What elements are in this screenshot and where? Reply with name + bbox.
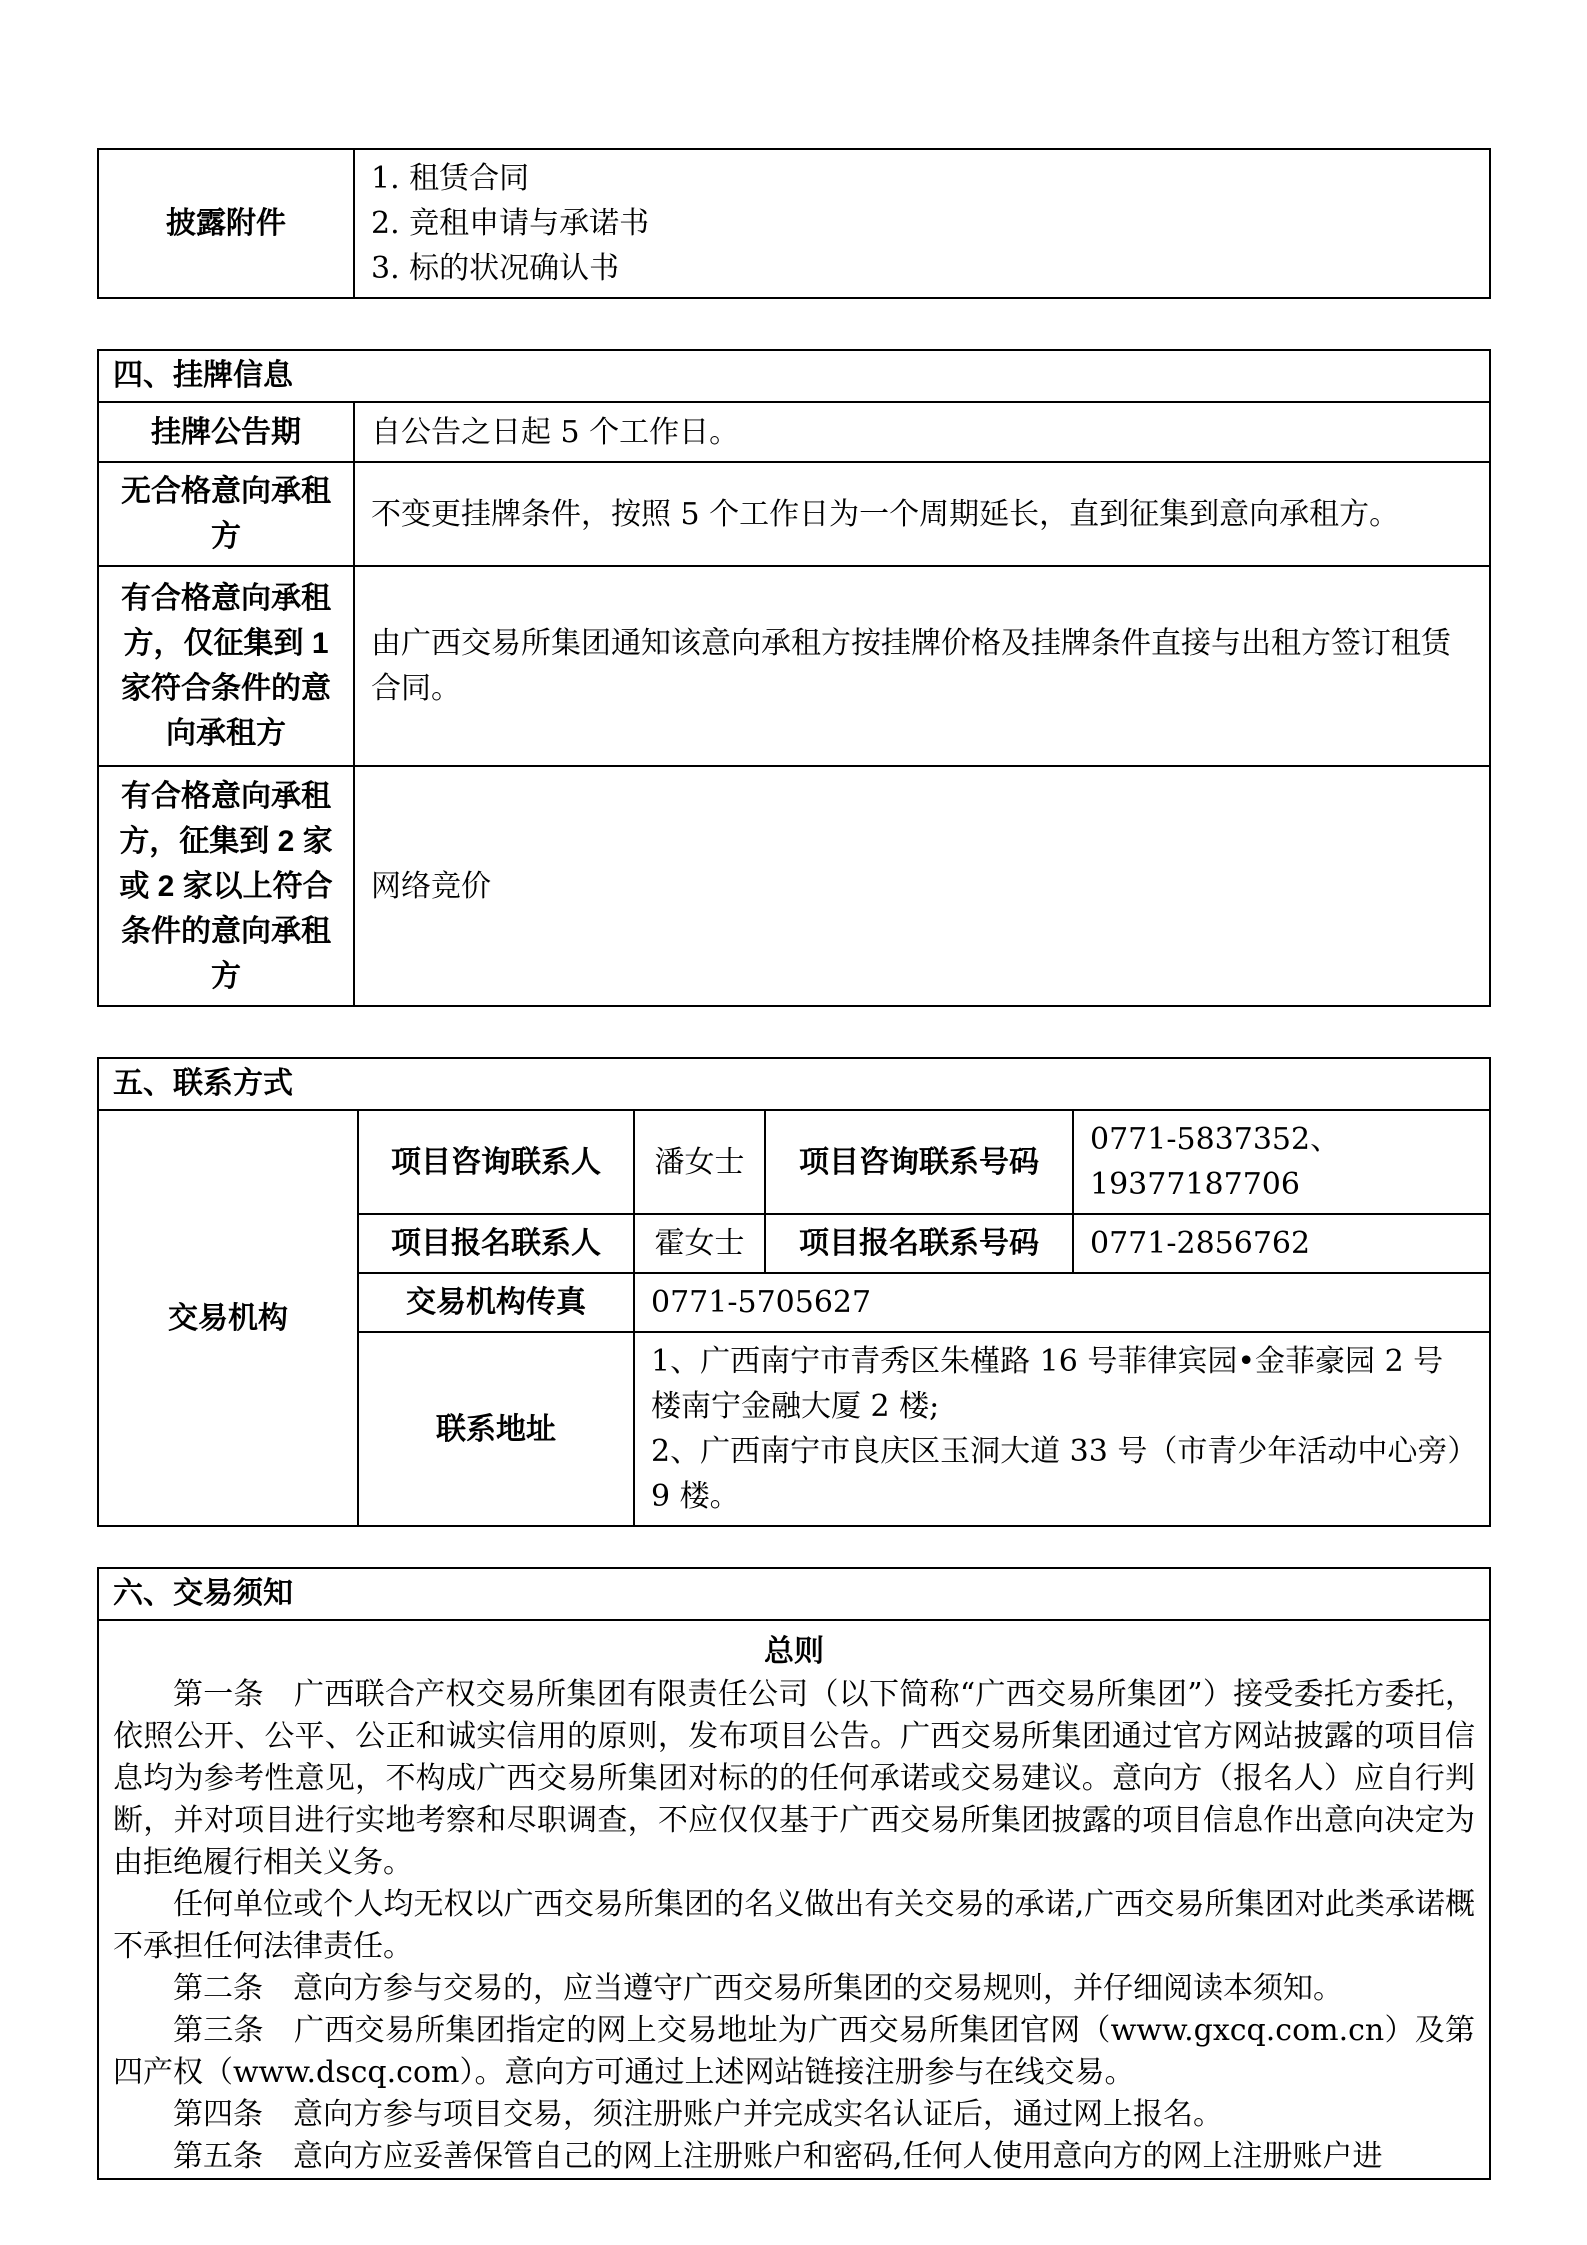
- attachments-label: 披露附件: [98, 149, 354, 298]
- fax-label: 交易机构传真: [358, 1273, 634, 1332]
- listing-row-label: 无合格意向承租方: [98, 462, 354, 566]
- section-title-contact: 五、联系方式: [98, 1058, 1490, 1110]
- notice-table: [97, 1567, 1491, 2180]
- attachment-item: 3. 标的状况确认书: [371, 251, 620, 286]
- attachment-item: 2. 竞租申请与承诺书: [371, 206, 650, 241]
- table-row: [98, 462, 1490, 566]
- attachments-value-cell: [354, 149, 1490, 298]
- contact-table: [97, 1057, 1491, 1527]
- table-row: [98, 1568, 1490, 1620]
- listing-row-label: 挂牌公告期: [98, 402, 354, 462]
- contact-org-label: 交易机构: [98, 1110, 358, 1526]
- table-row: [98, 1620, 1490, 2179]
- notice-paragraph: 第一条 广西联合产权交易所集团有限责任公司（以下简称“广西交易所集团”）接受委托方委托，依照公开、公平、公正和诚实信用的原则，发布项目公告。广西交易所集团通过官方网站披露的项目信息均为参考性意见，不构成广西交易所集团对标的的任何承诺或交易建议。意向方（报名人）应自行判断，并对项目进行实地考察和尽职调查，不应仅仅基于广西交易所集团披露的项目信息作出意向决定为由拒绝履行相关义务。: [113, 1677, 1475, 1880]
- notice-body-cell: [98, 1620, 1490, 2179]
- attachment-item: 1. 租赁合同: [371, 161, 530, 196]
- contact-person: 霍女士: [634, 1214, 765, 1273]
- listing-row-value: 不变更挂牌条件，按照 5 个工作日为一个周期延长，直到征集到意向承租方。: [354, 462, 1490, 566]
- listing-row-label: 有合格意向承租方，征集到 2 家或 2 家以上符合条件的意向承租方: [98, 766, 354, 1006]
- notice-paragraph: 第四条 意向方参与项目交易，须注册账户并完成实名认证后，通过网上报名。: [173, 2097, 1223, 2132]
- table-row: [98, 149, 1490, 298]
- contact-label: 项目报名联系号码: [765, 1214, 1073, 1273]
- listing-info-table: [97, 349, 1491, 1007]
- listing-row-value: 由广西交易所集团通知该意向承租方按挂牌价格及挂牌条件直接与出租方签订租赁合同。: [354, 566, 1490, 766]
- address-value-cell: [634, 1332, 1490, 1526]
- contact-label: 项目报名联系人: [358, 1214, 634, 1273]
- address-label: 联系地址: [358, 1332, 634, 1526]
- table-row: [98, 1058, 1490, 1110]
- table-row: [98, 766, 1490, 1006]
- contact-phone: 0771-5837352、19377187706: [1073, 1110, 1490, 1214]
- table-row: [98, 1110, 1490, 1214]
- contact-label: 项目咨询联系人: [358, 1110, 634, 1214]
- address-line: 1、广西南宁市青秀区朱槿路 16 号菲律宾园•金菲豪园 2 号楼南宁金融大厦 2 楼;: [651, 1344, 1444, 1424]
- listing-row-value: 自公告之日起 5 个工作日。: [354, 402, 1490, 462]
- contact-phone: 0771-2856762: [1073, 1214, 1490, 1273]
- notice-paragraph: 第五条 意向方应妥善保管自己的网上注册账户和密码,任何人使用意向方的网上注册账户进: [173, 2139, 1383, 2174]
- notice-paragraph: 任何单位或个人均无权以广西交易所集团的名义做出有关交易的承诺,广西交易所集团对此类承诺概不承担任何法律责任。: [113, 1887, 1475, 1964]
- fax-value: 0771-5705627: [634, 1273, 1490, 1332]
- notice-paragraph: 第二条 意向方参与交易的，应当遵守广西交易所集团的交易规则，并仔细阅读本须知。: [173, 1971, 1343, 2006]
- attachments-table: [97, 148, 1491, 299]
- section-title-listing: 四、挂牌信息: [98, 350, 1490, 402]
- address-line: 2、广西南宁市良庆区玉洞大道 33 号（市青少年活动中心旁）9 楼。: [651, 1434, 1463, 1514]
- notice-subtitle: 总则: [764, 1635, 824, 1668]
- notice-paragraph: 第三条 广西交易所集团指定的网上交易地址为广西交易所集团官网（www.gxcq.com.cn）及第四产权（www.dscq.com）。意向方可通过上述网站链接注册参与在线交易。: [113, 2013, 1475, 2090]
- listing-row-label: 有合格意向承租方，仅征集到 1 家符合条件的意向承租方: [98, 566, 354, 766]
- section-title-notice: 六、交易须知: [98, 1568, 1490, 1620]
- table-row: [98, 566, 1490, 766]
- table-row: [98, 402, 1490, 462]
- contact-person: 潘女士: [634, 1110, 765, 1214]
- table-row: [98, 350, 1490, 402]
- listing-row-value: 网络竞价: [354, 766, 1490, 1006]
- contact-label: 项目咨询联系号码: [765, 1110, 1073, 1214]
